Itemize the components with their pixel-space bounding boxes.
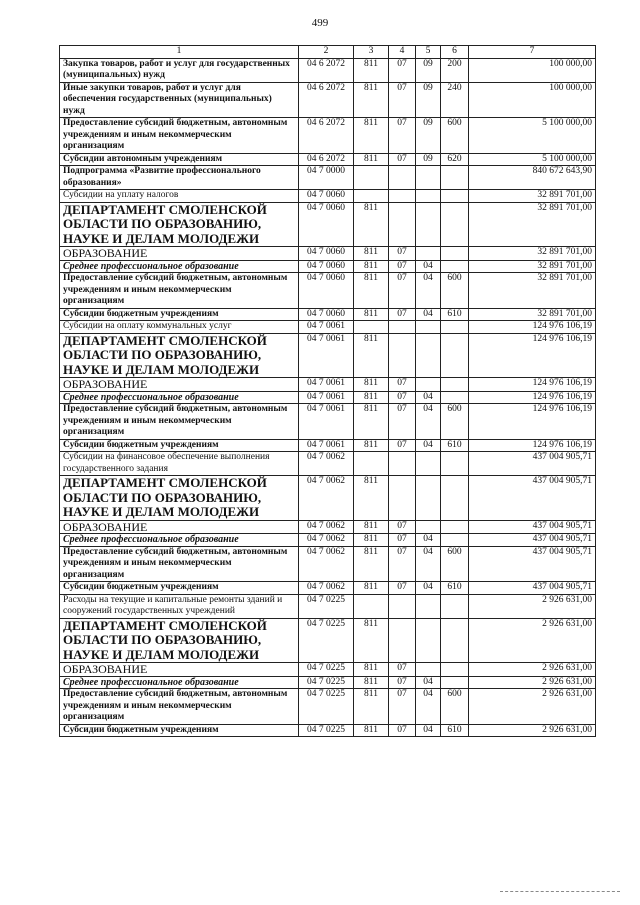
row-amount-cell: 2 926 631,00 bbox=[469, 663, 596, 677]
row-section-code-cell: 07 bbox=[389, 273, 416, 309]
row-target-code-cell: 04 7 0060 bbox=[299, 202, 354, 247]
row-department-code-cell: 811 bbox=[354, 333, 389, 378]
row-section-code-cell: 07 bbox=[389, 520, 416, 534]
row-target-code-cell: 04 7 0061 bbox=[299, 391, 354, 404]
table-row bbox=[60, 153, 596, 166]
row-amount-cell: 5 100 000,00 bbox=[469, 118, 596, 154]
row-subsection-code-cell: 04 bbox=[416, 534, 441, 547]
row-section-code-cell: 07 bbox=[389, 689, 416, 725]
row-amount-cell: 32 891 701,00 bbox=[469, 273, 596, 309]
row-expense-type-cell: 610 bbox=[441, 308, 469, 321]
row-expense-type-cell: 200 bbox=[441, 58, 469, 82]
row-name-cell: ОБРАЗОВАНИЕ bbox=[60, 247, 299, 261]
row-amount-cell: 2 926 631,00 bbox=[469, 724, 596, 737]
row-section-code-cell bbox=[389, 321, 416, 334]
row-name-cell: Подпрограмма «Развитие профессионального образования» bbox=[60, 166, 299, 190]
table-row bbox=[60, 260, 596, 273]
row-section-code-cell: 07 bbox=[389, 378, 416, 392]
row-target-code-cell: 04 7 0225 bbox=[299, 724, 354, 737]
row-name-cell: ОБРАЗОВАНИЕ bbox=[60, 663, 299, 677]
row-target-code-cell: 04 7 0062 bbox=[299, 546, 354, 582]
header-col-3: 3 bbox=[354, 46, 389, 59]
row-expense-type-cell: 610 bbox=[441, 439, 469, 452]
row-amount-cell: 124 976 106,19 bbox=[469, 333, 596, 378]
row-expense-type-cell bbox=[441, 190, 469, 203]
row-department-code-cell: 811 bbox=[354, 618, 389, 663]
row-section-code-cell bbox=[389, 618, 416, 663]
table-row bbox=[60, 333, 596, 378]
row-amount-cell: 124 976 106,19 bbox=[469, 321, 596, 334]
footer-rule bbox=[500, 891, 620, 892]
row-amount-cell: 124 976 106,19 bbox=[469, 378, 596, 392]
row-subsection-code-cell: 04 bbox=[416, 439, 441, 452]
row-department-code-cell: 811 bbox=[354, 202, 389, 247]
row-amount-cell: 124 976 106,19 bbox=[469, 439, 596, 452]
row-target-code-cell: 04 7 0225 bbox=[299, 676, 354, 689]
row-target-code-cell: 04 7 0225 bbox=[299, 618, 354, 663]
row-target-code-cell: 04 7 0225 bbox=[299, 594, 354, 618]
row-target-code-cell: 04 7 0225 bbox=[299, 689, 354, 725]
row-name-cell: Предоставление субсидий бюджетным, автономным учреждениям и иным некоммерческим организациям bbox=[60, 689, 299, 725]
row-department-code-cell: 811 bbox=[354, 476, 389, 521]
header-col-5: 5 bbox=[416, 46, 441, 59]
row-subsection-code-cell bbox=[416, 520, 441, 534]
row-section-code-cell: 07 bbox=[389, 247, 416, 261]
table-row bbox=[60, 724, 596, 737]
row-target-code-cell: 04 7 0060 bbox=[299, 247, 354, 261]
row-amount-cell: 437 004 905,71 bbox=[469, 582, 596, 595]
row-department-code-cell bbox=[354, 594, 389, 618]
row-expense-type-cell bbox=[441, 247, 469, 261]
row-name-cell: Субсидии на оплату коммунальных услуг bbox=[60, 321, 299, 334]
row-subsection-code-cell: 09 bbox=[416, 58, 441, 82]
table-row bbox=[60, 476, 596, 521]
row-section-code-cell: 07 bbox=[389, 391, 416, 404]
row-amount-cell: 32 891 701,00 bbox=[469, 308, 596, 321]
table-row bbox=[60, 546, 596, 582]
table-header-row bbox=[60, 46, 596, 59]
row-amount-cell: 124 976 106,19 bbox=[469, 391, 596, 404]
row-name-cell: Предоставление субсидий бюджетным, автономным учреждениям и иным некоммерческим организациям bbox=[60, 404, 299, 440]
row-target-code-cell: 04 7 0062 bbox=[299, 582, 354, 595]
row-target-code-cell: 04 7 0225 bbox=[299, 663, 354, 677]
row-subsection-code-cell bbox=[416, 452, 441, 476]
table-row bbox=[60, 594, 596, 618]
row-section-code-cell: 07 bbox=[389, 82, 416, 118]
row-department-code-cell: 811 bbox=[354, 58, 389, 82]
row-name-cell: Расходы на текущие и капитальные ремонты зданий и сооружений государственных учреждений bbox=[60, 594, 299, 618]
row-name-cell: ОБРАЗОВАНИЕ bbox=[60, 378, 299, 392]
row-department-code-cell: 811 bbox=[354, 153, 389, 166]
row-section-code-cell bbox=[389, 476, 416, 521]
row-subsection-code-cell: 04 bbox=[416, 689, 441, 725]
row-department-code-cell: 811 bbox=[354, 582, 389, 595]
row-name-cell: Субсидии бюджетным учреждениям bbox=[60, 724, 299, 737]
row-section-code-cell: 07 bbox=[389, 676, 416, 689]
row-name-cell: Предоставление субсидий бюджетным, автономным учреждениям и иным некоммерческим организациям bbox=[60, 118, 299, 154]
row-subsection-code-cell: 04 bbox=[416, 273, 441, 309]
row-expense-type-cell: 620 bbox=[441, 153, 469, 166]
row-subsection-code-cell bbox=[416, 378, 441, 392]
row-target-code-cell: 04 6 2072 bbox=[299, 58, 354, 82]
row-section-code-cell: 07 bbox=[389, 404, 416, 440]
row-expense-type-cell: 600 bbox=[441, 546, 469, 582]
table-row bbox=[60, 247, 596, 261]
row-expense-type-cell: 610 bbox=[441, 724, 469, 737]
row-amount-cell: 437 004 905,71 bbox=[469, 520, 596, 534]
header-col-1: 1 bbox=[60, 46, 299, 59]
row-expense-type-cell bbox=[441, 378, 469, 392]
row-target-code-cell: 04 7 0060 bbox=[299, 308, 354, 321]
row-department-code-cell bbox=[354, 166, 389, 190]
row-amount-cell: 32 891 701,00 bbox=[469, 247, 596, 261]
row-amount-cell: 437 004 905,71 bbox=[469, 452, 596, 476]
row-subsection-code-cell: 09 bbox=[416, 153, 441, 166]
row-amount-cell: 437 004 905,71 bbox=[469, 534, 596, 547]
header-col-6: 6 bbox=[441, 46, 469, 59]
row-amount-cell: 437 004 905,71 bbox=[469, 546, 596, 582]
row-name-cell: Иные закупки товаров, работ и услуг для обеспечения государственных (муниципальных) нужд bbox=[60, 82, 299, 118]
row-amount-cell: 2 926 631,00 bbox=[469, 618, 596, 663]
row-department-code-cell: 811 bbox=[354, 724, 389, 737]
row-name-cell: ДЕПАРТАМЕНТ СМОЛЕНСКОЙ ОБЛАСТИ ПО ОБРАЗОВАНИЮ, НАУКЕ И ДЕЛАМ МОЛОДЕЖИ bbox=[60, 476, 299, 521]
row-name-cell: Субсидии на финансовое обеспечение выполнения государственного задания bbox=[60, 452, 299, 476]
row-department-code-cell: 811 bbox=[354, 260, 389, 273]
row-department-code-cell: 811 bbox=[354, 520, 389, 534]
row-department-code-cell: 811 bbox=[354, 534, 389, 547]
row-section-code-cell: 07 bbox=[389, 153, 416, 166]
row-target-code-cell: 04 7 0061 bbox=[299, 333, 354, 378]
row-section-code-cell bbox=[389, 452, 416, 476]
row-department-code-cell: 811 bbox=[354, 663, 389, 677]
row-target-code-cell: 04 6 2072 bbox=[299, 82, 354, 118]
row-name-cell: Среднее профессиональное образование bbox=[60, 534, 299, 547]
row-target-code-cell: 04 7 0061 bbox=[299, 321, 354, 334]
row-name-cell: ОБРАЗОВАНИЕ bbox=[60, 520, 299, 534]
row-expense-type-cell bbox=[441, 534, 469, 547]
row-section-code-cell: 07 bbox=[389, 58, 416, 82]
row-expense-type-cell bbox=[441, 391, 469, 404]
row-expense-type-cell: 600 bbox=[441, 404, 469, 440]
row-section-code-cell bbox=[389, 202, 416, 247]
table-row bbox=[60, 663, 596, 677]
row-department-code-cell: 811 bbox=[354, 118, 389, 154]
table-row bbox=[60, 190, 596, 203]
row-subsection-code-cell: 04 bbox=[416, 391, 441, 404]
row-subsection-code-cell: 04 bbox=[416, 546, 441, 582]
row-name-cell: Субсидии на уплату налогов bbox=[60, 190, 299, 203]
row-name-cell: ДЕПАРТАМЕНТ СМОЛЕНСКОЙ ОБЛАСТИ ПО ОБРАЗОВАНИЮ, НАУКЕ И ДЕЛАМ МОЛОДЕЖИ bbox=[60, 618, 299, 663]
table-row bbox=[60, 520, 596, 534]
row-name-cell: Закупка товаров, работ и услуг для государственных (муниципальных) нужд bbox=[60, 58, 299, 82]
row-amount-cell: 5 100 000,00 bbox=[469, 153, 596, 166]
row-section-code-cell bbox=[389, 190, 416, 203]
table-row bbox=[60, 308, 596, 321]
row-target-code-cell: 04 7 0061 bbox=[299, 378, 354, 392]
row-expense-type-cell bbox=[441, 676, 469, 689]
row-target-code-cell: 04 7 0000 bbox=[299, 166, 354, 190]
row-subsection-code-cell bbox=[416, 333, 441, 378]
row-section-code-cell: 07 bbox=[389, 724, 416, 737]
table-row bbox=[60, 273, 596, 309]
table-row bbox=[60, 404, 596, 440]
table-row bbox=[60, 534, 596, 547]
row-target-code-cell: 04 7 0062 bbox=[299, 476, 354, 521]
row-name-cell: Предоставление субсидий бюджетным, автономным учреждениям и иным некоммерческим организациям bbox=[60, 273, 299, 309]
row-expense-type-cell bbox=[441, 594, 469, 618]
row-section-code-cell: 07 bbox=[389, 439, 416, 452]
row-department-code-cell: 811 bbox=[354, 378, 389, 392]
row-name-cell: ДЕПАРТАМЕНТ СМОЛЕНСКОЙ ОБЛАСТИ ПО ОБРАЗОВАНИЮ, НАУКЕ И ДЕЛАМ МОЛОДЕЖИ bbox=[60, 202, 299, 247]
row-expense-type-cell bbox=[441, 618, 469, 663]
row-subsection-code-cell bbox=[416, 190, 441, 203]
row-amount-cell: 840 672 643,90 bbox=[469, 166, 596, 190]
row-section-code-cell: 07 bbox=[389, 118, 416, 154]
row-subsection-code-cell: 04 bbox=[416, 724, 441, 737]
table-row bbox=[60, 82, 596, 118]
table-row bbox=[60, 58, 596, 82]
row-expense-type-cell bbox=[441, 333, 469, 378]
row-department-code-cell: 811 bbox=[354, 273, 389, 309]
table-row bbox=[60, 391, 596, 404]
row-amount-cell: 437 004 905,71 bbox=[469, 476, 596, 521]
table-row bbox=[60, 321, 596, 334]
row-target-code-cell: 04 7 0061 bbox=[299, 439, 354, 452]
row-subsection-code-cell bbox=[416, 476, 441, 521]
row-section-code-cell bbox=[389, 166, 416, 190]
row-name-cell: Среднее профессиональное образование bbox=[60, 260, 299, 273]
row-expense-type-cell bbox=[441, 452, 469, 476]
row-target-code-cell: 04 6 2072 bbox=[299, 153, 354, 166]
table-row bbox=[60, 439, 596, 452]
header-col-4: 4 bbox=[389, 46, 416, 59]
table-row bbox=[60, 676, 596, 689]
row-target-code-cell: 04 6 2072 bbox=[299, 118, 354, 154]
table-row bbox=[60, 618, 596, 663]
table-body bbox=[60, 58, 596, 737]
row-name-cell: Среднее профессиональное образование bbox=[60, 391, 299, 404]
row-subsection-code-cell bbox=[416, 321, 441, 334]
row-target-code-cell: 04 7 0061 bbox=[299, 404, 354, 440]
row-subsection-code-cell: 04 bbox=[416, 308, 441, 321]
row-subsection-code-cell bbox=[416, 166, 441, 190]
budget-table bbox=[59, 45, 596, 737]
row-department-code-cell: 811 bbox=[354, 247, 389, 261]
row-subsection-code-cell: 04 bbox=[416, 582, 441, 595]
row-name-cell: Субсидии автономным учреждениям bbox=[60, 153, 299, 166]
row-department-code-cell: 811 bbox=[354, 546, 389, 582]
row-subsection-code-cell bbox=[416, 247, 441, 261]
page-number: 499 bbox=[311, 17, 329, 29]
row-expense-type-cell bbox=[441, 663, 469, 677]
table-row bbox=[60, 452, 596, 476]
row-target-code-cell: 04 7 0060 bbox=[299, 260, 354, 273]
row-amount-cell: 100 000,00 bbox=[469, 82, 596, 118]
row-department-code-cell: 811 bbox=[354, 404, 389, 440]
row-subsection-code-cell: 04 bbox=[416, 676, 441, 689]
row-section-code-cell: 07 bbox=[389, 582, 416, 595]
row-expense-type-cell bbox=[441, 520, 469, 534]
row-department-code-cell: 811 bbox=[354, 439, 389, 452]
row-name-cell: Предоставление субсидий бюджетным, автономным учреждениям и иным некоммерческим организациям bbox=[60, 546, 299, 582]
row-section-code-cell: 07 bbox=[389, 546, 416, 582]
row-expense-type-cell bbox=[441, 166, 469, 190]
row-subsection-code-cell: 04 bbox=[416, 404, 441, 440]
row-expense-type-cell: 610 bbox=[441, 582, 469, 595]
row-section-code-cell: 07 bbox=[389, 260, 416, 273]
row-section-code-cell bbox=[389, 333, 416, 378]
row-name-cell: ДЕПАРТАМЕНТ СМОЛЕНСКОЙ ОБЛАСТИ ПО ОБРАЗОВАНИЮ, НАУКЕ И ДЕЛАМ МОЛОДЕЖИ bbox=[60, 333, 299, 378]
row-target-code-cell: 04 7 0060 bbox=[299, 190, 354, 203]
row-amount-cell: 100 000,00 bbox=[469, 58, 596, 82]
row-expense-type-cell: 600 bbox=[441, 689, 469, 725]
table-row bbox=[60, 378, 596, 392]
row-expense-type-cell bbox=[441, 476, 469, 521]
row-target-code-cell: 04 7 0062 bbox=[299, 452, 354, 476]
row-amount-cell: 2 926 631,00 bbox=[469, 689, 596, 725]
row-department-code-cell: 811 bbox=[354, 391, 389, 404]
row-amount-cell: 32 891 701,00 bbox=[469, 202, 596, 247]
row-section-code-cell: 07 bbox=[389, 308, 416, 321]
row-expense-type-cell: 240 bbox=[441, 82, 469, 118]
row-department-code-cell: 811 bbox=[354, 82, 389, 118]
row-department-code-cell: 811 bbox=[354, 308, 389, 321]
row-expense-type-cell: 600 bbox=[441, 118, 469, 154]
table-row bbox=[60, 166, 596, 190]
row-target-code-cell: 04 7 0062 bbox=[299, 520, 354, 534]
row-department-code-cell: 811 bbox=[354, 689, 389, 725]
row-subsection-code-cell bbox=[416, 594, 441, 618]
row-expense-type-cell bbox=[441, 202, 469, 247]
header-col-2: 2 bbox=[299, 46, 354, 59]
row-subsection-code-cell bbox=[416, 618, 441, 663]
row-amount-cell: 124 976 106,19 bbox=[469, 404, 596, 440]
table-row bbox=[60, 689, 596, 725]
row-target-code-cell: 04 7 0060 bbox=[299, 273, 354, 309]
table-row bbox=[60, 118, 596, 154]
row-expense-type-cell: 600 bbox=[441, 273, 469, 309]
row-department-code-cell bbox=[354, 452, 389, 476]
row-subsection-code-cell bbox=[416, 663, 441, 677]
row-name-cell: Субсидии бюджетным учреждениям bbox=[60, 308, 299, 321]
table-row bbox=[60, 202, 596, 247]
row-section-code-cell: 07 bbox=[389, 534, 416, 547]
table-row bbox=[60, 582, 596, 595]
row-subsection-code-cell: 04 bbox=[416, 260, 441, 273]
row-name-cell: Субсидии бюджетным учреждениям bbox=[60, 582, 299, 595]
header-col-7: 7 bbox=[469, 46, 596, 59]
row-amount-cell: 2 926 631,00 bbox=[469, 594, 596, 618]
row-subsection-code-cell: 09 bbox=[416, 82, 441, 118]
row-subsection-code-cell bbox=[416, 202, 441, 247]
row-amount-cell: 32 891 701,00 bbox=[469, 190, 596, 203]
row-amount-cell: 2 926 631,00 bbox=[469, 676, 596, 689]
row-expense-type-cell bbox=[441, 260, 469, 273]
row-name-cell: Среднее профессиональное образование bbox=[60, 676, 299, 689]
row-department-code-cell bbox=[354, 321, 389, 334]
row-department-code-cell: 811 bbox=[354, 676, 389, 689]
row-section-code-cell: 07 bbox=[389, 663, 416, 677]
row-expense-type-cell bbox=[441, 321, 469, 334]
row-name-cell: Субсидии бюджетным учреждениям bbox=[60, 439, 299, 452]
row-target-code-cell: 04 7 0062 bbox=[299, 534, 354, 547]
row-subsection-code-cell: 09 bbox=[416, 118, 441, 154]
row-section-code-cell bbox=[389, 594, 416, 618]
row-department-code-cell bbox=[354, 190, 389, 203]
row-amount-cell: 32 891 701,00 bbox=[469, 260, 596, 273]
